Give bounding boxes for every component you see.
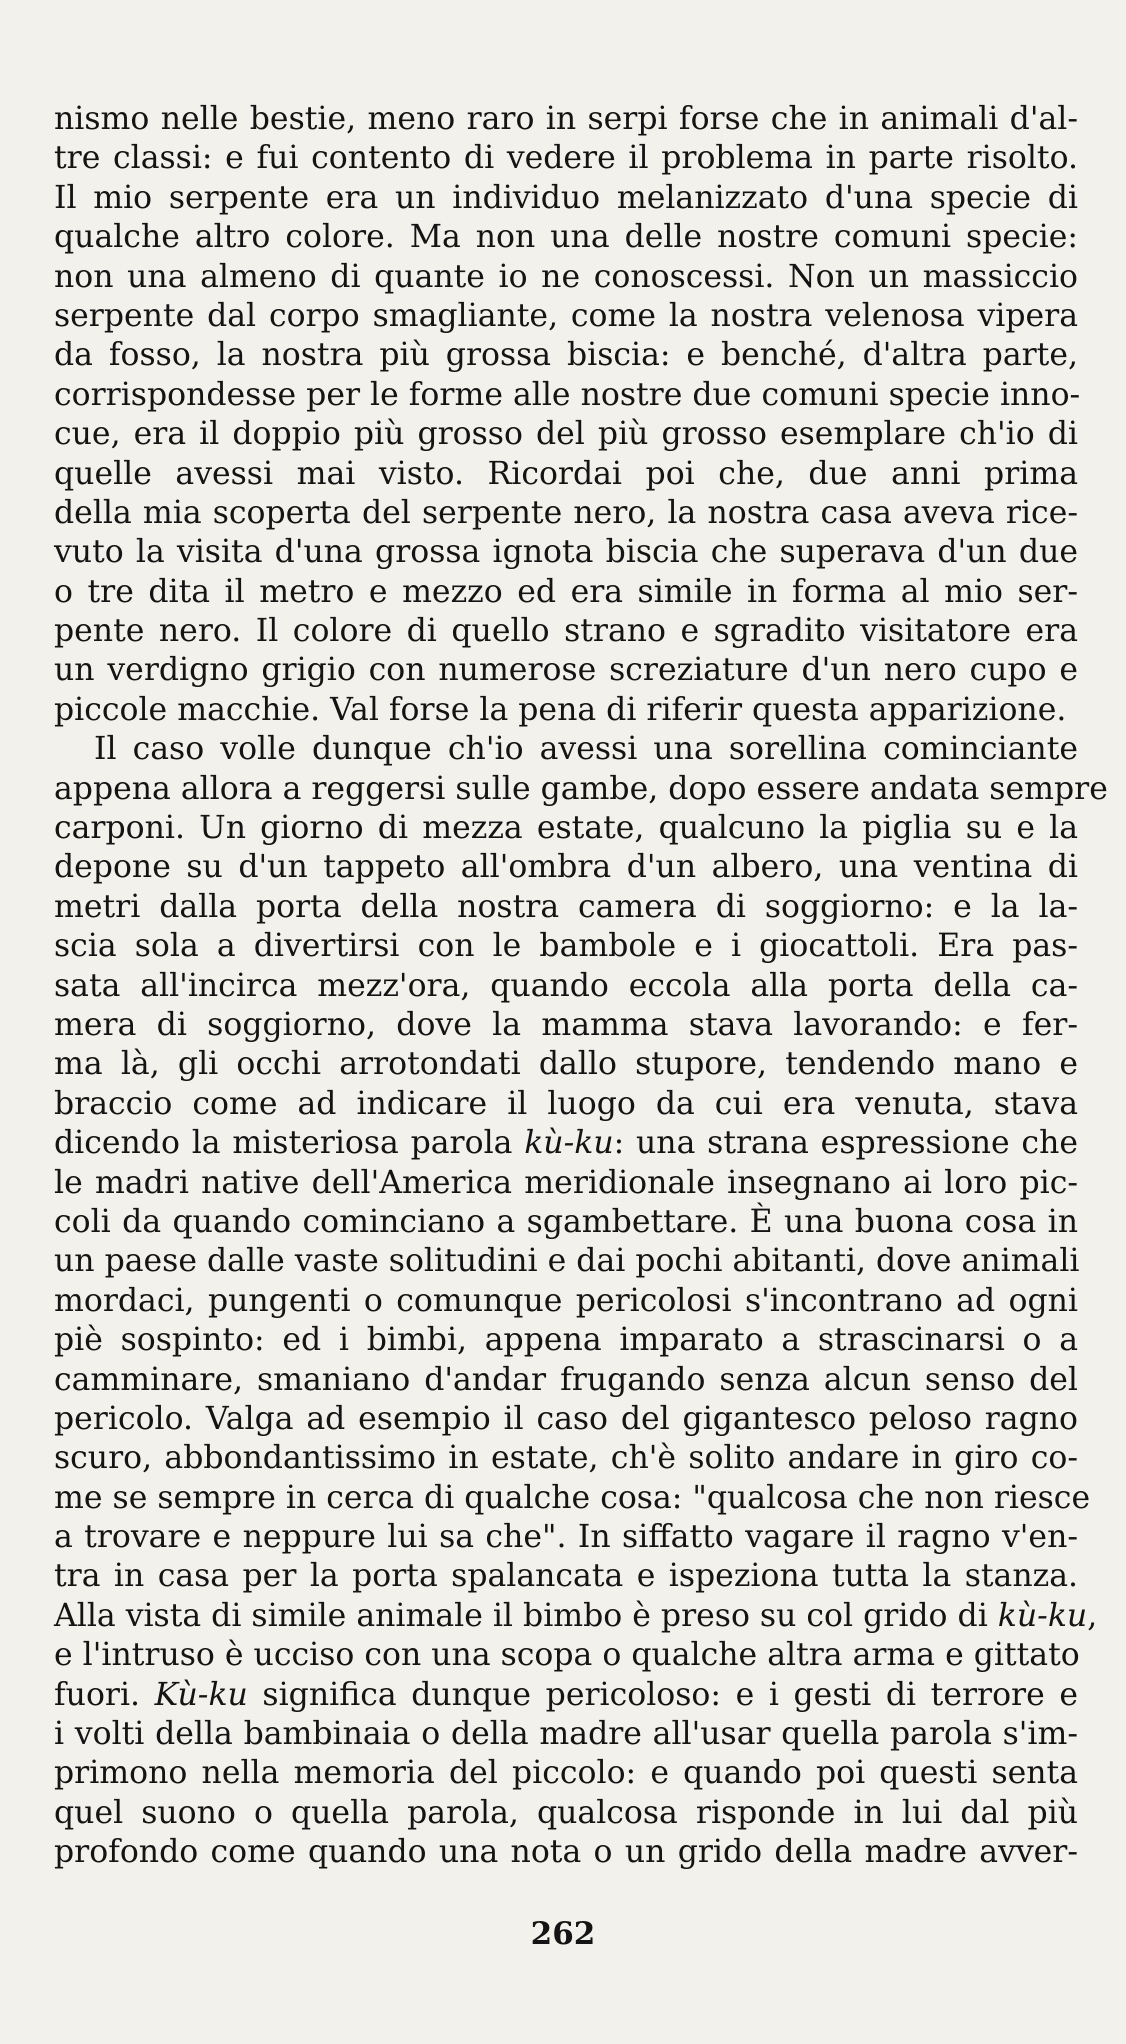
- text-line: corrispondesse per le forme alle nostre due comuni specie inno-: [54, 376, 1081, 413]
- text-line: profondo come quando una nota o un grido della madre avver-: [54, 1834, 1078, 1871]
- text-line: i volti della bambinaia o della madre all'usar quella parola s'im-: [54, 1716, 1078, 1753]
- text-line: carponi. Un giorno di mezza estate, qualcuno la piglia su e la: [54, 810, 1078, 847]
- text-span: Alla vista di simile animale il bimbo è preso su col grido di: [54, 1597, 998, 1634]
- text-line: un verdigno grigio con numerose screziature d'un nero cupo e: [54, 652, 1078, 689]
- text-span: dicendo la misteriosa parola: [54, 1125, 525, 1162]
- text-line: o tre dita il metro e mezzo ed era simile in forma al mio ser-: [54, 573, 1078, 610]
- text-line: non una almeno di quante io ne conoscessi. Non un massiccio: [54, 258, 1078, 295]
- text-line: [54, 1597, 1098, 1636]
- text-line: piccole macchie. Val forse la pena di riferir questa apparizione.: [54, 691, 1067, 728]
- text-line: quel suono o quella parola, qualcosa risponde in lui dal più: [54, 1794, 1078, 1831]
- text-line: scuro, abbondantissimo in estate, ch'è solito andare in giro co-: [54, 1440, 1078, 1477]
- text-line: mera di soggiorno, dove la mamma stava lavorando: e fer-: [54, 1006, 1078, 1043]
- text-line: [54, 1124, 1078, 1163]
- text-line: della mia scoperta del serpente nero, la nostra casa aveva rice-: [54, 494, 1078, 531]
- body-text: [54, 100, 1108, 1873]
- text-line: tre classi: e fui contento di vedere il problema in parte risolto.: [54, 140, 1078, 177]
- italic-word: Kù-ku: [154, 1676, 248, 1713]
- text-span: fuori.: [54, 1676, 155, 1713]
- text-line: e l'intruso è ucciso con una scopa o qualche altra arma e gittato: [54, 1637, 1080, 1674]
- italic-word: kù-ku: [997, 1597, 1088, 1634]
- text-line: tra in casa per la porta spalancata e ispeziona tutta la stanza.: [54, 1558, 1078, 1595]
- text-span: significa dunque pericoloso: e i gesti di terrore e: [247, 1676, 1078, 1713]
- text-line: me se sempre in cerca di qualche cosa: "qualcosa che non riesce: [54, 1479, 1091, 1516]
- text-line: sata all'incirca mezz'ora, quando eccola alla porta della ca-: [54, 967, 1078, 1004]
- page-number: 262: [530, 1916, 596, 1952]
- text-line: da fosso, la nostra più grossa biscia: e benché, d'altra parte,: [54, 337, 1078, 374]
- text-line: primono nella memoria del piccolo: e quando poi questi senta: [54, 1755, 1078, 1792]
- text-line: camminare, smaniano d'andar frugando senza alcun senso del: [54, 1361, 1078, 1398]
- text-line: appena allora a reggersi sulle gambe, dopo essere andata sempre: [54, 770, 1108, 807]
- text-line: un paese dalle vaste solitudini e dai pochi abitanti, dove animali: [54, 1243, 1080, 1280]
- text-line: pericolo. Valga ad esempio il caso del gigantesco peloso ragno: [54, 1400, 1078, 1437]
- text-line: le madri native dell'America meridionale insegnano ai loro pic-: [54, 1164, 1078, 1201]
- text-line: qualche altro colore. Ma non una delle nostre comuni specie:: [54, 219, 1078, 256]
- italic-word: kù-ku: [524, 1125, 614, 1162]
- text-line: braccio come ad indicare il luogo da cui era venuta, stava: [54, 1085, 1078, 1122]
- text-line: a trovare e neppure lui sa che". In siffatto vagare il ragno v'en-: [54, 1519, 1078, 1556]
- text-line: cue, era il doppio più grosso del più grosso esemplare ch'io di: [54, 416, 1078, 453]
- paragraph-start-line: Il caso volle dunque ch'io avessi una sorellina cominciante: [94, 731, 1078, 768]
- text-span: ,: [1087, 1597, 1098, 1634]
- text-line: scia sola a divertirsi con le bambole e i giocattoli. Era pas-: [54, 928, 1078, 965]
- text-line: piè sospinto: ed i bimbi, appena imparato a strascinarsi o a: [54, 1322, 1078, 1359]
- text-line: coli da quando cominciano a sgambettare. È una buona cosa in: [54, 1203, 1078, 1240]
- text-line: quelle avessi mai visto. Ricordai poi che, due anni prima: [54, 455, 1078, 492]
- text-line: ma là, gli occhi arrotondati dallo stupore, tendendo mano e: [54, 1046, 1078, 1083]
- text-line: metri dalla porta della nostra camera di soggiorno: e la la-: [54, 888, 1078, 925]
- text-line: [54, 1676, 1078, 1715]
- text-span: : una strana espressione che: [613, 1125, 1078, 1162]
- text-line: mordaci, pungenti o comunque pericolosi s'incontrano ad ogni: [54, 1282, 1078, 1319]
- text-line: depone su d'un tappeto all'ombra d'un albero, una ventina di: [54, 849, 1078, 886]
- text-line: serpente dal corpo smagliante, come la nostra velenosa vipera: [54, 297, 1078, 334]
- text-line: nismo nelle bestie, meno raro in serpi forse che in animali d'al-: [54, 101, 1078, 137]
- text-line: Il mio serpente era un individuo melanizzato d'una specie di: [54, 179, 1078, 216]
- text-line: pente nero. Il colore di quello strano e sgradito visitatore era: [54, 613, 1078, 650]
- text-line: vuto la visita d'una grossa ignota biscia che superava d'un due: [54, 534, 1078, 571]
